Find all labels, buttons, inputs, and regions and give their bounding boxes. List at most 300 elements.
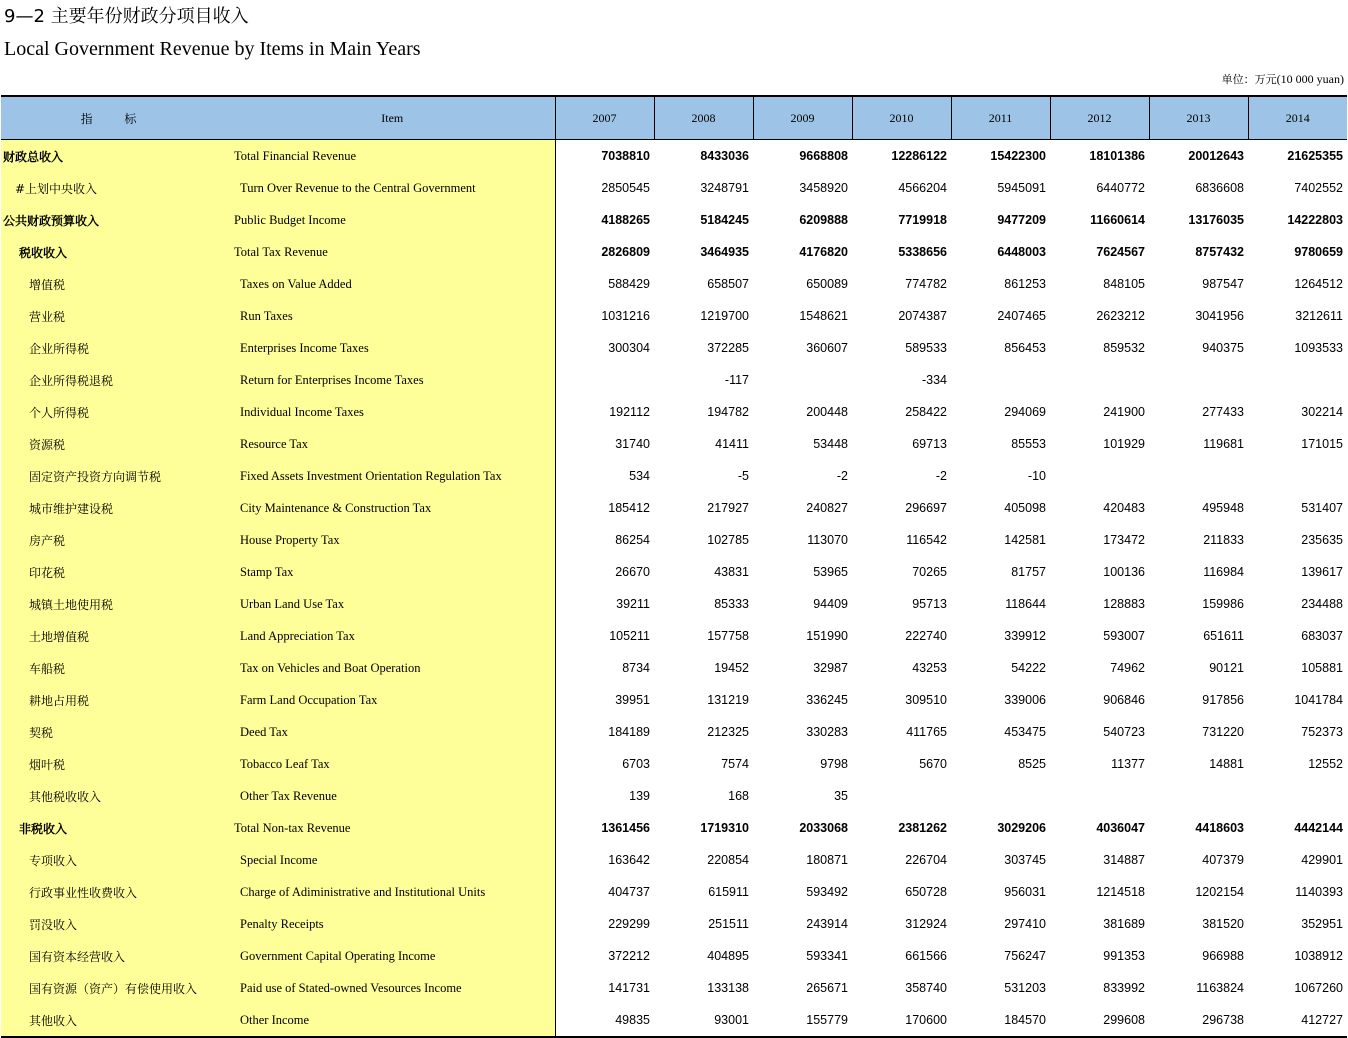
value-cell-2012: 299608 [1050,1004,1149,1037]
value-cell-2009: 53965 [813,565,848,579]
value-cell-2010: 661566 [905,949,947,963]
value-cell-2008: 220854 [707,853,749,867]
value-cell-2013: 731220 [1202,725,1244,739]
value-cell-2011: 297410 [1004,917,1046,931]
row-label-cn: 企业所得税 [1,332,230,364]
value-cell-2013: 1163824 [1196,981,1244,995]
row-label-cn: 烟叶税 [1,748,230,780]
value-cell-2009 [753,364,852,396]
table-row [1,524,1347,556]
row-label-cn: 公共财政预算收入 [1,204,230,236]
value-cell-2014: 352951 [1301,917,1343,931]
value-cell-2012: 1214518 [1096,885,1145,899]
row-label-en: Charge of Adiministrative and Institutional Units [230,876,555,908]
value-cell-2011: 3029206 [997,821,1046,835]
value-cell-2013: 14881 [1209,757,1244,771]
row-label-cn: 其他收入 [1,1004,230,1037]
table-row [1,396,1347,428]
value-cell-2014: 1041784 [1294,693,1343,707]
value-cell-2013 [1149,780,1248,812]
value-cell-2014 [1248,780,1347,812]
value-cell-2009: 593341 [806,949,848,963]
header-year-2013: 2013 [1149,96,1248,140]
value-cell-2014: 21625355 [1287,149,1343,163]
value-cell-2007: 163642 [608,853,650,867]
value-cell-2007: 588429 [608,277,650,291]
row-label-en: Farm Land Occupation Tax [230,684,555,716]
value-cell-2007: 139 [629,789,650,803]
row-label-en: Tax on Vehicles and Boat Operation [230,652,555,684]
row-label-cn: 房产税 [1,524,230,556]
value-cell-2010: 170600 [852,1004,951,1037]
value-cell-2013 [1149,364,1248,396]
value-cell-2010: 70265 [912,565,947,579]
row-label-cn: 国有资本经营收入 [1,940,230,972]
value-cell-2012: 100136 [1103,565,1145,579]
table-row [1,908,1347,940]
value-cell-2011: 303745 [1004,853,1046,867]
value-cell-2014 [1248,460,1347,492]
value-cell-2008: 131219 [707,693,749,707]
value-cell-2012: 74962 [1110,661,1145,675]
value-cell-2012: 173472 [1103,533,1145,547]
value-cell-2013: 495948 [1202,501,1244,515]
value-cell-2012: 7624567 [1096,245,1145,259]
value-cell-2010: 43253 [912,661,947,675]
value-cell-2008: 7574 [721,757,749,771]
value-cell-2014: 1093533 [1294,341,1343,355]
value-cell-2009: 35 [834,789,848,803]
table-body [1,140,1347,1038]
value-cell-2007: 7038810 [601,149,650,163]
row-label-cn: 车船税 [1,652,230,684]
revenue-table [1,95,1347,1038]
value-cell-2009: 155779 [753,1004,852,1037]
row-label-cn: 财政总收入 [1,140,230,173]
unit-label-en: (10 000 yuan) [1276,72,1344,86]
row-label-en: Deed Tax [230,716,555,748]
value-cell-2007: 2826809 [601,245,650,259]
value-cell-2010: 2381262 [898,821,947,835]
header-year-2014: 2014 [1248,96,1347,140]
row-label-en: Special Income [230,844,555,876]
value-cell-2012: 101929 [1103,437,1145,451]
value-cell-2010: -334 [921,373,947,387]
value-cell-2007: 39211 [616,597,650,611]
row-label-en: Tobacco Leaf Tax [230,748,555,780]
row-label-en: Penalty Receipts [230,908,555,940]
value-cell-2011: 5945091 [997,181,1046,195]
value-cell-2014: 105881 [1301,661,1343,675]
row-label-cn: 行政事业性收费收入 [1,876,230,908]
value-cell-2009: 3458920 [799,181,848,195]
header-year-2012: 2012 [1050,96,1149,140]
value-cell-2012: 991353 [1103,949,1145,963]
row-label-cn: 印花税 [1,556,230,588]
row-label-en: Total Non-tax Revenue [230,812,555,844]
value-cell-2013: 917856 [1202,693,1244,707]
revenue-table-container [1,95,1347,1038]
value-cell-2007: 1031216 [601,309,650,323]
value-cell-2010: 226704 [905,853,947,867]
row-label-en: Other Income [230,1004,555,1037]
header-year-2008: 2008 [654,96,753,140]
value-cell-2011: 142581 [1004,533,1046,547]
row-label-en: Enterprises Income Taxes [230,332,555,364]
value-cell-2007: 8734 [622,661,650,675]
value-cell-2008: 217927 [707,501,749,515]
value-cell-2009: 4176820 [799,245,848,259]
value-cell-2007: 192112 [609,405,650,419]
value-cell-2009: 53448 [813,437,848,451]
page-title-chinese: 9—2 主要年份财政分项目收入 [4,6,249,27]
value-cell-2012: 593007 [1103,629,1145,643]
value-cell-2009: 200448 [806,405,848,419]
row-label-en: Paid use of Stated-owned Vesources Income [230,972,555,1004]
value-cell-2010: 650728 [905,885,947,899]
value-cell-2008: 3248791 [700,181,749,195]
value-cell-2009: 243914 [806,917,848,931]
table-row [1,588,1347,620]
row-label-en: Taxes on Value Added [230,268,555,300]
value-cell-2008: -117 [724,373,749,387]
value-cell-2013: 6836608 [1195,181,1244,195]
value-cell-2009: 2033068 [799,821,848,835]
value-cell-2011: 405098 [1004,501,1046,515]
table-row [1,172,1347,204]
value-cell-2012: 381689 [1103,917,1145,931]
value-cell-2007: 4188265 [601,213,650,227]
value-cell-2010: 5670 [919,757,947,771]
value-cell-2013: 119681 [1203,437,1244,451]
table-row [1,748,1347,780]
row-label-en: City Maintenance & Construction Tax [230,492,555,524]
value-cell-2008: 212325 [707,725,749,739]
value-cell-2013: 116984 [1203,565,1244,579]
value-cell-2013: 13176035 [1188,213,1244,227]
value-cell-2011: 453475 [1004,725,1046,739]
value-cell-2011: 6448003 [997,245,1046,259]
value-cell-2009: 32987 [813,661,848,675]
value-cell-2007: 1361456 [601,821,650,835]
row-label-cn: 罚没收入 [1,908,230,940]
value-cell-2011: 8525 [1018,757,1046,771]
value-cell-2008: 404895 [707,949,749,963]
value-cell-2011: 339006 [1004,693,1046,707]
value-cell-2013: 987547 [1202,277,1244,291]
value-cell-2014: 1264512 [1294,277,1343,291]
value-cell-2014: 139617 [1301,565,1343,579]
value-cell-2010: 95713 [912,597,947,611]
value-cell-2014: 7402552 [1294,181,1343,195]
value-cell-2009: 94409 [813,597,848,611]
value-cell-2014: 1140393 [1295,885,1343,899]
value-cell-2013: 966988 [1202,949,1244,963]
value-cell-2011 [951,364,1050,396]
value-cell-2014: 429901 [1301,853,1343,867]
value-cell-2010: 69713 [912,437,947,451]
value-cell-2012: 906846 [1103,693,1145,707]
value-cell-2009: 180871 [806,853,848,867]
value-cell-2011: 15422300 [990,149,1046,163]
row-label-en: Government Capital Operating Income [230,940,555,972]
value-cell-2011: 81757 [1011,565,1046,579]
row-label-cn: 耕地占用税 [1,684,230,716]
value-cell-2014: 9780659 [1294,245,1343,259]
value-cell-2011: 118644 [1005,597,1046,611]
value-cell-2008: 8433036 [700,149,749,163]
value-cell-2010: 12286122 [891,149,947,163]
value-cell-2013: 20012643 [1188,149,1244,163]
value-cell-2009: 650089 [806,277,848,291]
value-cell-2010: 312924 [905,917,947,931]
value-cell-2011: 2407465 [997,309,1046,323]
value-cell-2013: 277433 [1202,405,1244,419]
row-label-en: Fixed Assets Investment Orientation Regulation Tax [230,460,555,492]
value-cell-2010: 7719918 [898,213,947,227]
table-row [1,972,1347,1004]
value-cell-2008: 85333 [714,597,749,611]
value-cell-2010: 2074387 [898,309,947,323]
value-cell-2007: 141731 [608,981,650,995]
row-label-en: House Property Tax [230,524,555,556]
value-cell-2012: 11660614 [1090,213,1145,227]
value-cell-2008: 19452 [714,661,749,675]
value-cell-2011 [951,780,1050,812]
value-cell-2009: -2 [836,469,848,483]
header-indicator: 指 标 [1,96,230,140]
value-cell-2008: 658507 [707,277,749,291]
value-cell-2013: 381520 [1202,917,1244,931]
header-year-2007: 2007 [555,96,654,140]
value-cell-2011: 856453 [1004,341,1046,355]
header-year-2009: 2009 [753,96,852,140]
row-label-cn: 资源税 [1,428,230,460]
value-cell-2014: 531407 [1301,501,1343,515]
row-label-cn: 城市维护建设税 [1,492,230,524]
value-cell-2008: 5184245 [700,213,749,227]
value-cell-2007: 2850545 [601,181,650,195]
value-cell-2014: 412727 [1248,1004,1347,1037]
value-cell-2010: 774782 [905,277,947,291]
row-label-en: Turn Over Revenue to the Central Government [230,172,555,204]
value-cell-2008: 372285 [707,341,749,355]
row-label-cn: 增值税 [1,268,230,300]
header-year-2011: 2011 [951,96,1050,140]
value-cell-2011: 85553 [1011,437,1046,451]
value-cell-2007: 404737 [608,885,650,899]
value-cell-2012 [1050,364,1149,396]
value-cell-2008: 3464935 [700,245,749,259]
value-cell-2014: 4442144 [1294,821,1343,835]
value-cell-2013: 211833 [1203,533,1244,547]
value-cell-2010: 589533 [905,341,947,355]
value-cell-2008: 157758 [707,629,749,643]
value-cell-2008: 93001 [654,1004,753,1037]
value-cell-2012: 420483 [1103,501,1145,515]
value-cell-2010: 309510 [905,693,947,707]
value-cell-2011: 861253 [1004,277,1046,291]
row-label-en: Return for Enterprises Income Taxes [230,364,555,396]
value-cell-2008: 1219700 [700,309,749,323]
row-label-cn: 税收收入 [1,236,230,268]
table-row [1,620,1347,652]
row-label-cn: 契税 [1,716,230,748]
value-cell-2013: 407379 [1202,853,1244,867]
value-cell-2014: 1038912 [1294,949,1343,963]
value-cell-2013: 8757432 [1195,245,1244,259]
value-cell-2008: 168 [728,789,749,803]
row-label-en: Public Budget Income [230,204,555,236]
row-label-en: Individual Income Taxes [230,396,555,428]
value-cell-2009: 9668808 [799,149,848,163]
value-cell-2009: 9798 [820,757,848,771]
value-cell-2012: 241900 [1103,405,1145,419]
row-label-cn: 城镇土地使用税 [1,588,230,620]
row-label-cn: 土地增值税 [1,620,230,652]
value-cell-2012: 18101386 [1089,149,1145,163]
value-cell-2014: 171015 [1301,437,1343,451]
value-cell-2007 [555,364,654,396]
value-cell-2013: 4418603 [1195,821,1244,835]
table-row [1,268,1347,300]
header-year-2010: 2010 [852,96,951,140]
value-cell-2007: 229299 [608,917,650,931]
value-cell-2014: 752373 [1301,725,1343,739]
table-row [1,716,1347,748]
value-cell-2013: 651611 [1203,629,1244,643]
value-cell-2010: 5338656 [898,245,947,259]
row-label-cn: 其他税收收入 [1,780,230,812]
row-label-en: Land Appreciation Tax [230,620,555,652]
value-cell-2009: 330283 [806,725,848,739]
value-cell-2010: 358740 [905,981,947,995]
value-cell-2012: 848105 [1103,277,1145,291]
value-cell-2009: 360607 [806,341,848,355]
value-cell-2009: 6209888 [799,213,848,227]
table-header-row [1,96,1347,140]
table-row [1,140,1347,173]
table-row [1,556,1347,588]
value-cell-2009: 265671 [806,981,848,995]
value-cell-2010: 296697 [905,501,947,515]
row-label-en: Total Financial Revenue [230,140,555,173]
value-cell-2010: 222740 [905,629,947,643]
value-cell-2011: 294069 [1004,405,1046,419]
value-cell-2008: 43831 [714,565,749,579]
table-row [1,300,1347,332]
unit-label-cn: 单位：万元 [1221,73,1277,86]
table-row [1,876,1347,908]
value-cell-2010 [852,780,951,812]
row-label-en: Resource Tax [230,428,555,460]
table-row [1,332,1347,364]
value-cell-2014: 1067260 [1294,981,1343,995]
table-row [1,364,1347,396]
value-cell-2008: 102785 [707,533,749,547]
value-cell-2012: 2623212 [1096,309,1145,323]
value-cell-2012: 128883 [1103,597,1145,611]
table-row [1,940,1347,972]
value-cell-2008: 41411 [715,437,749,451]
value-cell-2013: 90121 [1209,661,1244,675]
value-cell-2008: -5 [737,469,749,483]
header-item: Item [230,96,555,140]
row-label-en: Total Tax Revenue [230,236,555,268]
value-cell-2007: 86254 [615,533,650,547]
value-cell-2009: 151990 [806,629,848,643]
table-row [1,780,1347,812]
value-cell-2007: 105211 [609,629,650,643]
row-label-cn: 国有资源（资产）有偿使用收入 [1,972,230,1004]
value-cell-2007: 26670 [615,565,650,579]
value-cell-2007: 49835 [555,1004,654,1037]
value-cell-2009: 593492 [806,885,848,899]
value-cell-2007: 534 [629,469,650,483]
value-cell-2014: 235635 [1301,533,1343,547]
value-cell-2013: 296738 [1149,1004,1248,1037]
value-cell-2011: 9477209 [997,213,1046,227]
value-cell-2013: 159986 [1202,597,1244,611]
value-cell-2013: 940375 [1202,341,1244,355]
row-label-cn: 营业税 [1,300,230,332]
value-cell-2012: 314887 [1103,853,1145,867]
row-label-cn: #上划中央收入 [1,172,230,204]
table-row [1,652,1347,684]
unit-label [1222,72,1344,87]
value-cell-2014: 3212611 [1295,309,1343,323]
value-cell-2014: 14222803 [1287,213,1343,227]
value-cell-2009: 336245 [806,693,848,707]
value-cell-2010: 411765 [906,725,947,739]
row-label-cn: 专项收入 [1,844,230,876]
table-row [1,236,1347,268]
value-cell-2012: 4036047 [1096,821,1145,835]
value-cell-2007: 300304 [608,341,650,355]
value-cell-2012: 859532 [1103,341,1145,355]
table-row [1,492,1347,524]
table-row [1,204,1347,236]
value-cell-2012 [1050,460,1149,492]
row-label-en: Urban Land Use Tax [230,588,555,620]
table-row [1,844,1347,876]
value-cell-2014: 683037 [1301,629,1343,643]
value-cell-2014: 12552 [1308,757,1343,771]
value-cell-2011: 339912 [1004,629,1046,643]
value-cell-2011: 184570 [951,1004,1050,1037]
value-cell-2009: 113070 [807,533,848,547]
value-cell-2008: 194782 [707,405,749,419]
value-cell-2009: 1548621 [799,309,848,323]
value-cell-2007: 31740 [615,437,650,451]
value-cell-2010: -2 [935,469,947,483]
row-label-cn: 非税收入 [1,812,230,844]
value-cell-2014 [1248,364,1347,396]
row-label-en: Other Tax Revenue [230,780,555,812]
page-title-english: Local Government Revenue by Items in Main Years [4,38,421,60]
value-cell-2012 [1050,780,1149,812]
table-row [1,684,1347,716]
value-cell-2011: 531203 [1004,981,1046,995]
value-cell-2014: 234488 [1301,597,1343,611]
row-label-en: Run Taxes [230,300,555,332]
row-label-cn: 个人所得税 [1,396,230,428]
value-cell-2014: 302214 [1301,405,1343,419]
value-cell-2012: 11377 [1111,757,1145,771]
table-row [1,812,1347,844]
value-cell-2013: 3041956 [1195,309,1244,323]
table-row [1,428,1347,460]
